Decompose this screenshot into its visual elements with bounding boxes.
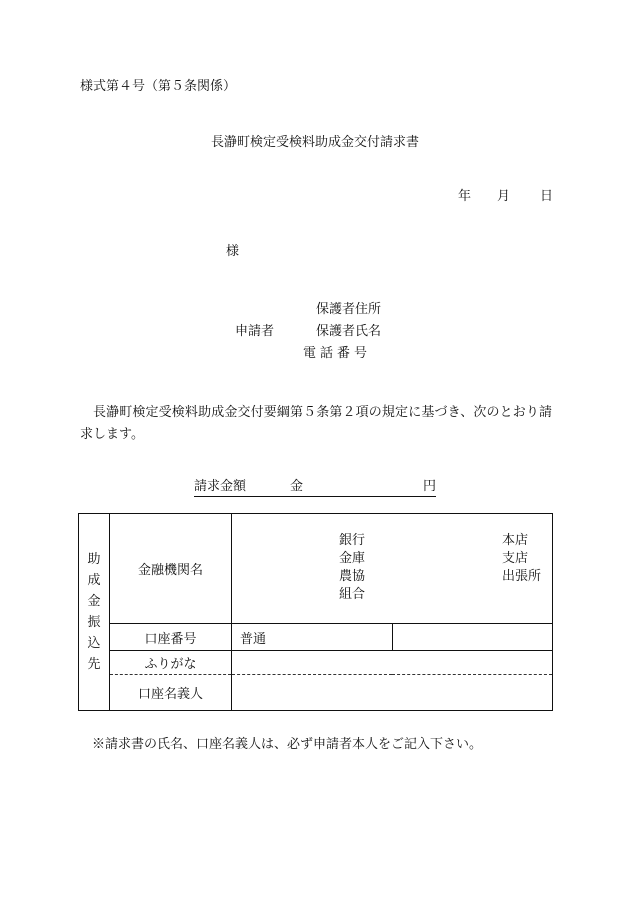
guardian-address-label: 保護者住所	[316, 302, 382, 317]
branch-type-list	[502, 532, 541, 586]
date-month-label: 月	[497, 189, 511, 204]
request-amount-label: 請求金額	[194, 479, 247, 494]
date-day-label: 日	[540, 189, 554, 204]
amount-prefix: 金	[290, 479, 304, 494]
institution-type-agri-coop: 農協	[339, 569, 366, 584]
transfer-destination-cell	[79, 514, 110, 711]
transfer-destination-label: 助成金振込先	[87, 552, 101, 672]
account-holder-field[interactable]	[232, 675, 553, 711]
branch-type-sub-branch: 出張所	[502, 569, 542, 584]
institution-type-shinkin: 金庫	[339, 551, 366, 566]
document-title: 長瀞町検定受検料助成金交付請求書	[210, 135, 419, 150]
branch-type-branch: 支店	[502, 551, 529, 566]
footnote: ※請求書の氏名、口座名義人は、必ず申請者本人をご記入下さい。	[92, 737, 483, 752]
furigana-header: ふりがな	[110, 651, 232, 675]
guardian-name-label: 保護者氏名	[316, 324, 382, 339]
account-type-cell: 普通	[232, 624, 393, 651]
institution-type-list	[339, 532, 365, 604]
account-holder-header: 口座名義人	[110, 675, 232, 711]
applicant-label: 申請者	[235, 324, 275, 339]
bank-transfer-table	[78, 513, 553, 711]
account-number-header: 口座番号	[110, 624, 232, 651]
addressee-suffix: 様	[226, 244, 240, 259]
branch-type-head-office: 本店	[502, 533, 529, 548]
institution-type-union: 組合	[339, 587, 366, 602]
amount-unit: 円	[422, 479, 436, 494]
request-body-text: 長瀞町検定受検料助成金交付要綱第５条第２項の規定に基づき、次のとおり請求します。	[80, 405, 552, 442]
institution-type-bank: 銀行	[339, 533, 366, 548]
phone-label: 電話番号	[303, 346, 372, 361]
furigana-field[interactable]	[232, 651, 553, 675]
date-year-label: 年	[458, 189, 472, 204]
request-amount-line	[194, 480, 436, 497]
institution-name-header: 金融機関名	[110, 514, 232, 624]
account-number-field[interactable]	[392, 624, 553, 651]
form-number: 様式第４号（第５条関係）	[80, 79, 237, 94]
institution-name-field[interactable]	[232, 514, 553, 624]
